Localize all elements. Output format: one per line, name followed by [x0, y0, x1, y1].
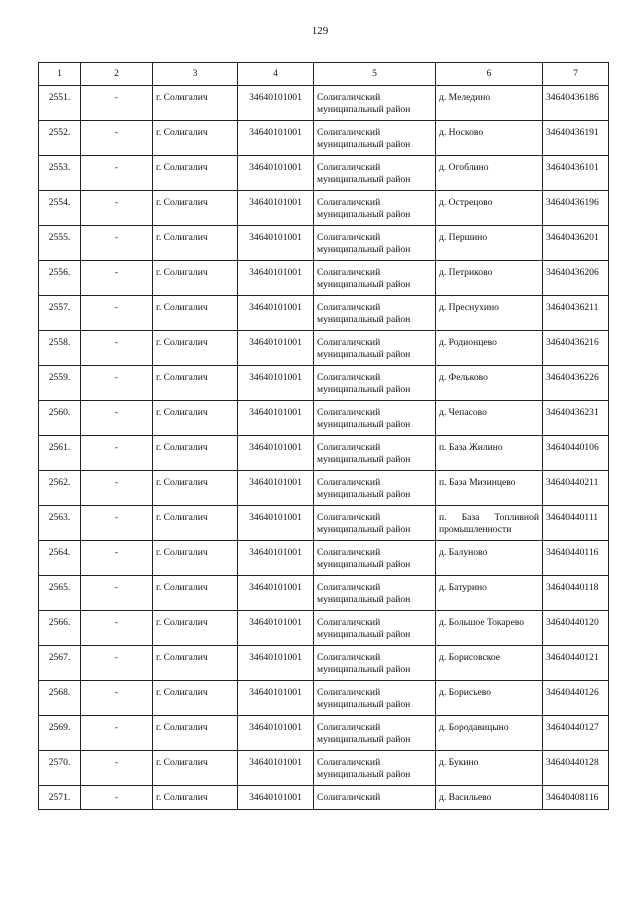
- row-number: 2554.: [39, 191, 81, 226]
- district: Солигаличский муниципальный район: [314, 716, 436, 751]
- district: Солигаличский муниципальный район: [314, 436, 436, 471]
- municipality-oktmo: 34640101001: [238, 121, 314, 156]
- settlement: д. Преснухино: [436, 296, 543, 331]
- settlement: д. Носково: [436, 121, 543, 156]
- municipality-oktmo: 34640101001: [238, 786, 314, 810]
- row-number: 2562.: [39, 471, 81, 506]
- row-number: 2570.: [39, 751, 81, 786]
- settlement: д. Букино: [436, 751, 543, 786]
- column-2-value: -: [81, 751, 153, 786]
- column-header-3: 3: [153, 63, 238, 86]
- row-number: 2560.: [39, 401, 81, 436]
- district: Солигаличский муниципальный район: [314, 191, 436, 226]
- municipality-oktmo: 34640101001: [238, 401, 314, 436]
- row-number: 2564.: [39, 541, 81, 576]
- municipality: г. Солигалич: [153, 331, 238, 366]
- settlement-oktmo: 34640436216: [543, 331, 609, 366]
- table-row: [39, 366, 609, 401]
- column-2-value: -: [81, 506, 153, 541]
- municipality-oktmo: 34640101001: [238, 366, 314, 401]
- row-number: 2557.: [39, 296, 81, 331]
- settlement-oktmo: 34640436226: [543, 366, 609, 401]
- municipality-oktmo: 34640101001: [238, 576, 314, 611]
- municipality: г. Солигалич: [153, 786, 238, 810]
- table-row: [39, 541, 609, 576]
- district: Солигаличский муниципальный район: [314, 611, 436, 646]
- table-body: [39, 86, 609, 810]
- settlement: д. Борисовское: [436, 646, 543, 681]
- settlement-oktmo: 34640408116: [543, 786, 609, 810]
- settlement: д. Борисьево: [436, 681, 543, 716]
- settlement: д. Петриково: [436, 261, 543, 296]
- municipality: г. Солигалич: [153, 366, 238, 401]
- column-2-value: -: [81, 646, 153, 681]
- district: Солигаличский муниципальный район: [314, 506, 436, 541]
- table-row: [39, 646, 609, 681]
- row-number: 2571.: [39, 786, 81, 810]
- table-row: [39, 611, 609, 646]
- column-header-5: 5: [314, 63, 436, 86]
- settlement: д. Огоблино: [436, 156, 543, 191]
- municipality: г. Солигалич: [153, 296, 238, 331]
- settlement-oktmo: 34640440126: [543, 681, 609, 716]
- municipality-oktmo: 34640101001: [238, 716, 314, 751]
- municipality: г. Солигалич: [153, 611, 238, 646]
- settlement: д. Першино: [436, 226, 543, 261]
- row-number: 2556.: [39, 261, 81, 296]
- municipality-oktmo: 34640101001: [238, 296, 314, 331]
- municipality: г. Солигалич: [153, 716, 238, 751]
- table-row: [39, 471, 609, 506]
- district: Солигаличский муниципальный район: [314, 296, 436, 331]
- column-header-7: 7: [543, 63, 609, 86]
- column-header-1: 1: [39, 63, 81, 86]
- settlement-oktmo: 34640436191: [543, 121, 609, 156]
- column-2-value: -: [81, 191, 153, 226]
- settlement-oktmo: 34640436101: [543, 156, 609, 191]
- district: Солигаличский муниципальный район: [314, 751, 436, 786]
- municipality: г. Солигалич: [153, 681, 238, 716]
- municipality: г. Солигалич: [153, 156, 238, 191]
- municipality-oktmo: 34640101001: [238, 751, 314, 786]
- row-number: 2555.: [39, 226, 81, 261]
- column-2-value: -: [81, 576, 153, 611]
- column-2-value: -: [81, 436, 153, 471]
- settlement: д. Чепасово: [436, 401, 543, 436]
- column-2-value: -: [81, 401, 153, 436]
- row-number: 2552.: [39, 121, 81, 156]
- table-row: [39, 121, 609, 156]
- table-row: [39, 576, 609, 611]
- municipality: г. Солигалич: [153, 541, 238, 576]
- column-2-value: -: [81, 716, 153, 751]
- municipality: г. Солигалич: [153, 121, 238, 156]
- district: Солигаличский муниципальный район: [314, 156, 436, 191]
- municipality-oktmo: 34640101001: [238, 191, 314, 226]
- municipality-oktmo: 34640101001: [238, 506, 314, 541]
- row-number: 2558.: [39, 331, 81, 366]
- district: Солигаличский муниципальный район: [314, 471, 436, 506]
- column-2-value: -: [81, 611, 153, 646]
- municipality-oktmo: 34640101001: [238, 226, 314, 261]
- table-row: [39, 156, 609, 191]
- column-2-value: -: [81, 471, 153, 506]
- settlement-oktmo: 34640440120: [543, 611, 609, 646]
- table-row: [39, 506, 609, 541]
- district: Солигаличский муниципальный район: [314, 541, 436, 576]
- table-row: [39, 436, 609, 471]
- row-number: 2563.: [39, 506, 81, 541]
- settlement: д. Бородавицыно: [436, 716, 543, 751]
- table-row: [39, 681, 609, 716]
- column-2-value: -: [81, 366, 153, 401]
- column-2-value: -: [81, 681, 153, 716]
- settlement-oktmo: 34640440111: [543, 506, 609, 541]
- settlement: п. База Жилино: [436, 436, 543, 471]
- municipality: г. Солигалич: [153, 261, 238, 296]
- registry-table: [38, 62, 609, 810]
- column-2-value: -: [81, 296, 153, 331]
- district: Солигаличский муниципальный район: [314, 646, 436, 681]
- column-header-2: 2: [81, 63, 153, 86]
- settlement-oktmo: 34640440121: [543, 646, 609, 681]
- municipality-oktmo: 34640101001: [238, 611, 314, 646]
- row-number: 2569.: [39, 716, 81, 751]
- municipality: г. Солигалич: [153, 226, 238, 261]
- row-number: 2551.: [39, 86, 81, 121]
- table-row: [39, 86, 609, 121]
- settlement-oktmo: 34640436196: [543, 191, 609, 226]
- settlement-oktmo: 34640436201: [543, 226, 609, 261]
- table-row: [39, 786, 609, 810]
- column-header-4: 4: [238, 63, 314, 86]
- settlement: д. Балуново: [436, 541, 543, 576]
- municipality-oktmo: 34640101001: [238, 156, 314, 191]
- settlement-oktmo: 34640440211: [543, 471, 609, 506]
- settlement: д. Меледино: [436, 86, 543, 121]
- municipality-oktmo: 34640101001: [238, 331, 314, 366]
- municipality: г. Солигалич: [153, 751, 238, 786]
- table-row: [39, 401, 609, 436]
- table-row: [39, 191, 609, 226]
- table-row: [39, 751, 609, 786]
- municipality: г. Солигалич: [153, 191, 238, 226]
- district: Солигаличский муниципальный район: [314, 331, 436, 366]
- row-number: 2568.: [39, 681, 81, 716]
- municipality-oktmo: 34640101001: [238, 646, 314, 681]
- municipality: г. Солигалич: [153, 576, 238, 611]
- municipality-oktmo: 34640101001: [238, 541, 314, 576]
- table-row: [39, 716, 609, 751]
- settlement-oktmo: 34640440118: [543, 576, 609, 611]
- row-number: 2553.: [39, 156, 81, 191]
- settlement: д. Фельково: [436, 366, 543, 401]
- settlement-oktmo: 34640440128: [543, 751, 609, 786]
- table-row: [39, 331, 609, 366]
- settlement: п. База Топливной промышленности: [436, 506, 543, 541]
- municipality-oktmo: 34640101001: [238, 681, 314, 716]
- settlement: д. Большое Токарево: [436, 611, 543, 646]
- municipality: г. Солигалич: [153, 646, 238, 681]
- row-number: 2565.: [39, 576, 81, 611]
- district: Солигаличский муниципальный район: [314, 86, 436, 121]
- column-2-value: -: [81, 786, 153, 810]
- row-number: 2567.: [39, 646, 81, 681]
- settlement-oktmo: 34640436211: [543, 296, 609, 331]
- page-number: 129: [311, 25, 329, 37]
- district: Солигаличский муниципальный район: [314, 401, 436, 436]
- column-2-value: -: [81, 86, 153, 121]
- column-2-value: -: [81, 156, 153, 191]
- settlement-oktmo: 34640440106: [543, 436, 609, 471]
- column-2-value: -: [81, 261, 153, 296]
- column-2-value: -: [81, 331, 153, 366]
- settlement-oktmo: 34640436206: [543, 261, 609, 296]
- district: Солигаличский муниципальный район: [314, 261, 436, 296]
- municipality: г. Солигалич: [153, 471, 238, 506]
- district: Солигаличский муниципальный район: [314, 121, 436, 156]
- municipality-oktmo: 34640101001: [238, 471, 314, 506]
- district: Солигаличский: [314, 786, 436, 810]
- municipality-oktmo: 34640101001: [238, 436, 314, 471]
- header-row: [39, 63, 609, 86]
- column-header-6: 6: [436, 63, 543, 86]
- row-number: 2559.: [39, 366, 81, 401]
- settlement: д. Острецово: [436, 191, 543, 226]
- settlement-oktmo: 34640436186: [543, 86, 609, 121]
- column-2-value: -: [81, 121, 153, 156]
- column-2-value: -: [81, 226, 153, 261]
- district: Солигаличский муниципальный район: [314, 681, 436, 716]
- settlement-oktmo: 34640436231: [543, 401, 609, 436]
- municipality-oktmo: 34640101001: [238, 261, 314, 296]
- settlement: д. Васильево: [436, 786, 543, 810]
- municipality: г. Солигалич: [153, 506, 238, 541]
- column-2-value: -: [81, 541, 153, 576]
- settlement: п. База Мизинцево: [436, 471, 543, 506]
- municipality: г. Солигалич: [153, 401, 238, 436]
- district: Солигаличский муниципальный район: [314, 576, 436, 611]
- row-number: 2561.: [39, 436, 81, 471]
- table-row: [39, 261, 609, 296]
- district: Солигаличский муниципальный район: [314, 366, 436, 401]
- municipality: г. Солигалич: [153, 436, 238, 471]
- municipality: г. Солигалич: [153, 86, 238, 121]
- table-row: [39, 296, 609, 331]
- table-row: [39, 226, 609, 261]
- row-number: 2566.: [39, 611, 81, 646]
- settlement: д. Батурино: [436, 576, 543, 611]
- municipality-oktmo: 34640101001: [238, 86, 314, 121]
- settlement-oktmo: 34640440116: [543, 541, 609, 576]
- settlement: д. Родионцево: [436, 331, 543, 366]
- settlement-oktmo: 34640440127: [543, 716, 609, 751]
- district: Солигаличский муниципальный район: [314, 226, 436, 261]
